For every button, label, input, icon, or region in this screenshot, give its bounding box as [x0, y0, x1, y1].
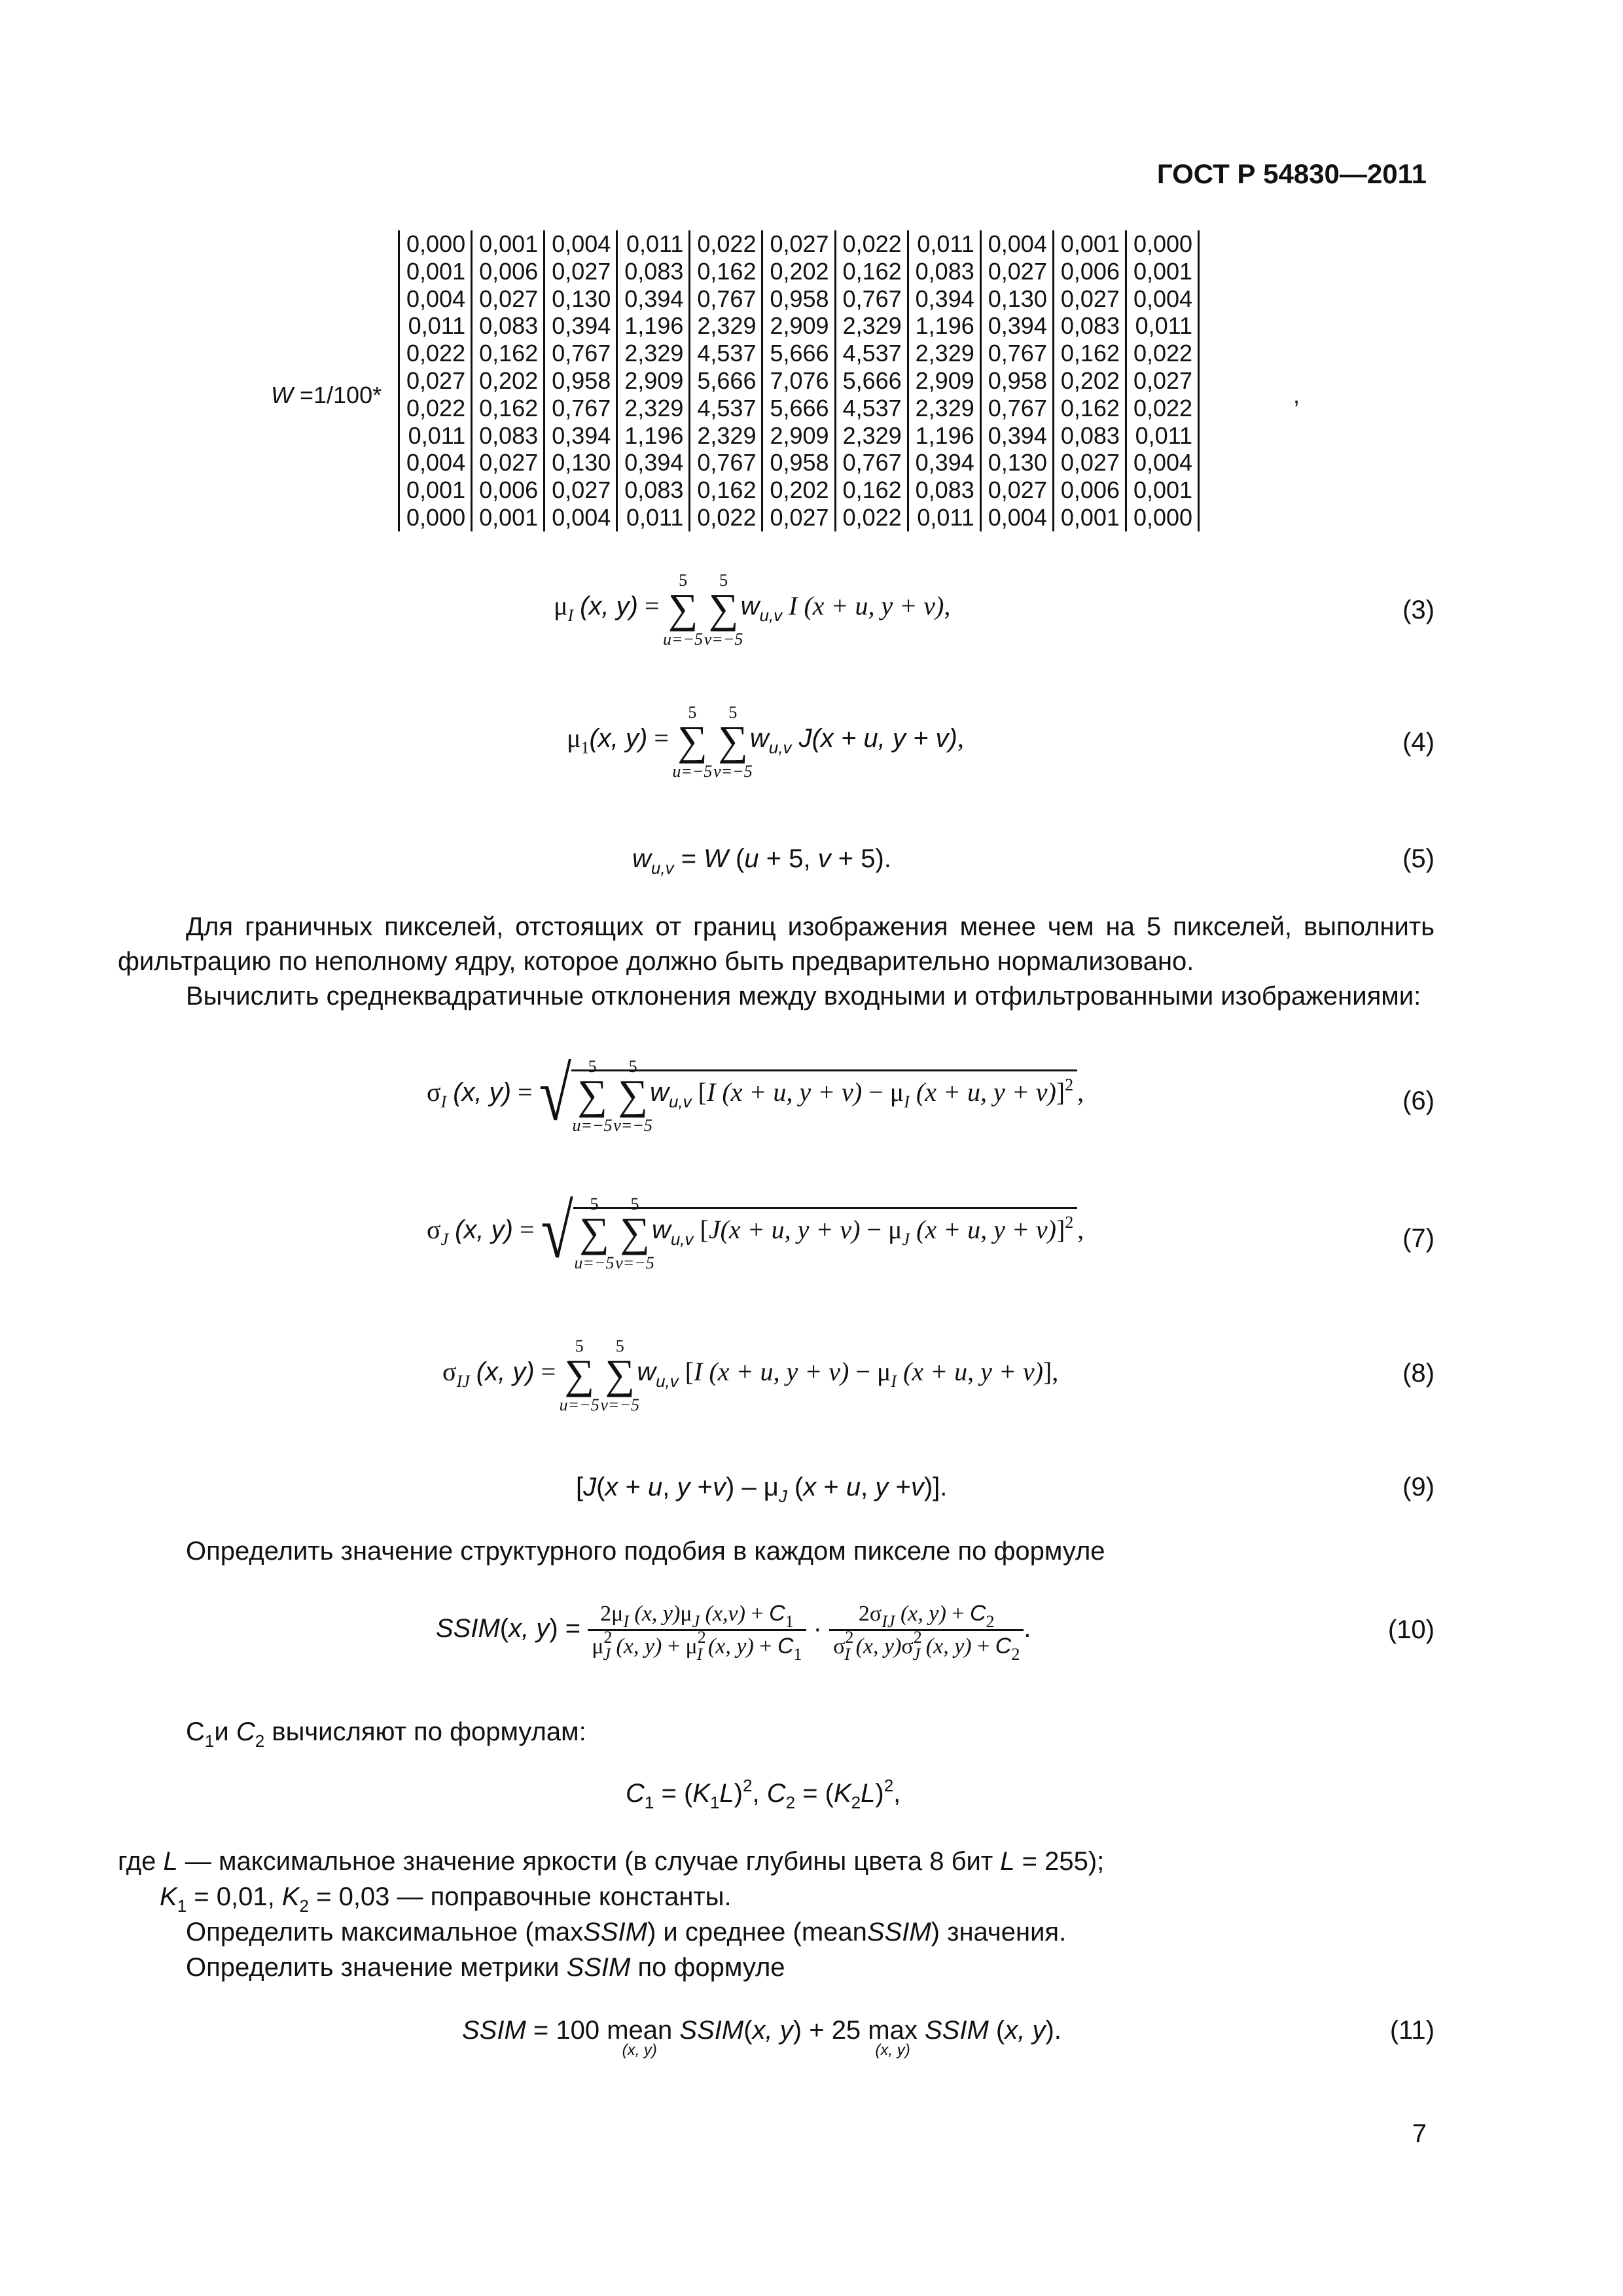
- paragraph-boundary-pixels: Для граничных пикселей, отстоящих от границ изображения менее чем на 5 пикселей, выполнить фильтрацию по неполному ядру, которое должно быть предварительно нормализовано.: [118, 912, 1435, 976]
- matrix-cell: 0,027: [552, 476, 611, 504]
- matrix-cell: 0,027: [770, 503, 829, 531]
- matrix-cell: 0,958: [770, 285, 829, 312]
- matrix-cell: 0,162: [697, 476, 757, 504]
- matrix-cell: 0,162: [697, 257, 757, 285]
- matrix-cell: 0,027: [479, 285, 539, 312]
- matrix-cell: 0,027: [1133, 367, 1193, 394]
- matrix-column: [1125, 230, 1200, 531]
- matrix-column: [688, 230, 761, 531]
- matrix-label: W =1/100*: [271, 382, 382, 408]
- matrix-cell: 0,162: [1060, 394, 1120, 422]
- equation-number-9: (9): [1402, 1473, 1435, 1501]
- matrix-cell: 0,004: [1133, 285, 1193, 312]
- matrix-cell: 4,537: [697, 340, 757, 367]
- matrix-cell: 1,196: [624, 422, 684, 449]
- matrix-cell: 0,083: [624, 257, 684, 285]
- formula-c1-c2: $C_1 = (K_1L)^2$, $C_2 = (K_2L)^2$,: [626, 1776, 901, 1812]
- matrix-cell: 1,196: [624, 312, 684, 340]
- matrix-cell: 0,027: [988, 257, 1047, 285]
- matrix-cell: 0,130: [988, 285, 1047, 312]
- matrix-cell: 0,022: [842, 230, 902, 257]
- matrix-cell: 0,006: [1060, 257, 1120, 285]
- matrix-cell: 0,162: [842, 476, 902, 504]
- matrix-cell: 0,004: [1133, 449, 1193, 476]
- matrix-cell: 0,001: [1133, 476, 1193, 504]
- matrix-cell: 0,027: [552, 257, 611, 285]
- matrix-cell: 0,027: [770, 230, 829, 257]
- matrix-cell: 2,909: [770, 312, 829, 340]
- matrix-cell: 0,394: [915, 285, 974, 312]
- matrix-column: [543, 230, 616, 531]
- matrix-cell: 0,027: [1060, 449, 1120, 476]
- matrix-cell: 0,022: [406, 340, 466, 367]
- formula-ssim-total: SSIM = 100 mean (x, y) SSIM(x, y) + 25 max (x, y) SSIM (x, y).: [462, 2016, 1061, 2059]
- matrix-cell: 2,909: [770, 422, 829, 449]
- equation-number-5: (5): [1402, 844, 1435, 873]
- matrix-cell: 0,022: [1133, 394, 1193, 422]
- matrix-cell: 0,001: [479, 230, 539, 257]
- matrix-cell: 0,083: [1060, 312, 1120, 340]
- matrix-cell: 0,394: [915, 449, 974, 476]
- matrix-cell: 0,001: [1060, 230, 1120, 257]
- matrix-column: [761, 230, 834, 531]
- formula-sigma-i: $\sigma_I$ (x, y) = √ 5 ∑ u=−5 5 ∑ v=−5 $w_{u,v}$ [I (x + u, $y + v) - \mu_I$ (x + u, y + v)]$^2$ ,: [427, 1052, 1084, 1137]
- matrix-cell: 0,000: [406, 503, 466, 531]
- matrix-cell: 0,083: [624, 476, 684, 504]
- matrix-column: [616, 230, 688, 531]
- equation-number-11: (11): [1389, 2016, 1435, 2045]
- matrix-cell: 0,130: [552, 449, 611, 476]
- matrix-cell: 0,767: [988, 394, 1047, 422]
- matrix-cell: 0,130: [552, 285, 611, 312]
- matrix-cell: 0,202: [1060, 367, 1120, 394]
- formula-continuation: [J(x + u, $y +v) - \mu_J$ (x + u, y +v)].: [576, 1473, 948, 1506]
- matrix-cell: 0,004: [552, 230, 611, 257]
- matrix-cell: 0,083: [479, 312, 539, 340]
- matrix-cell: 0,162: [479, 340, 539, 367]
- matrix-cell: 0,767: [988, 340, 1047, 367]
- matrix-cell: 0,083: [915, 257, 974, 285]
- matrix-cell: 0,001: [479, 503, 539, 531]
- matrix-cell: 0,022: [697, 503, 757, 531]
- matrix-cell: 0,006: [479, 257, 539, 285]
- matrix-cell: 0,162: [479, 394, 539, 422]
- matrix-cell: 4,537: [697, 394, 757, 422]
- matrix-cell: 2,329: [624, 394, 684, 422]
- matrix-cell: 4,537: [842, 340, 902, 367]
- matrix-comma: ,: [1293, 382, 1300, 408]
- matrix-cell: 0,767: [842, 285, 902, 312]
- matrix-cell: 0,011: [408, 312, 466, 340]
- weight-matrix: [398, 230, 1200, 531]
- matrix-cell: 0,767: [697, 449, 757, 476]
- matrix-cell: 0,958: [552, 367, 611, 394]
- matrix-cell: 0,027: [1060, 285, 1120, 312]
- equation-number-10: (10): [1387, 1615, 1435, 1644]
- matrix-cell: 2,329: [697, 422, 757, 449]
- matrix-cell: 0,767: [552, 394, 611, 422]
- matrix-cell: 0,394: [552, 422, 611, 449]
- matrix-cell: 5,666: [697, 367, 757, 394]
- matrix-cell: 0,004: [552, 503, 611, 531]
- matrix-cell: 0,004: [988, 503, 1047, 531]
- matrix-cell: 5,666: [770, 394, 829, 422]
- matrix-cell: 0,767: [552, 340, 611, 367]
- matrix-cell: 0,027: [479, 449, 539, 476]
- equation-number-7: (7): [1402, 1224, 1435, 1253]
- matrix-cell: 0,011: [626, 230, 684, 257]
- formula-mu-1: $\mu_1(x$, y) = 5 ∑ u=−5 5 ∑ v=−5 $w_{u,v}$ J(x + u, y + v),: [567, 703, 964, 781]
- matrix-cell: 0,394: [552, 312, 611, 340]
- matrix-cell: 0,001: [406, 257, 466, 285]
- matrix-cell: 0,767: [842, 449, 902, 476]
- matrix-column: [1052, 230, 1125, 531]
- matrix-cell: 0,958: [770, 449, 829, 476]
- matrix-cell: 4,537: [842, 394, 902, 422]
- matrix-cell: 5,666: [770, 340, 829, 367]
- matrix-cell: 0,022: [406, 394, 466, 422]
- matrix-column: [980, 230, 1052, 531]
- equation-number-8: (8): [1402, 1359, 1435, 1388]
- matrix-cell: 1,196: [915, 422, 974, 449]
- paragraph-l-definition: где L — максимальное значение яркости (в случае глубины цвета 8 бит L = 255);: [118, 1847, 1105, 1876]
- matrix-cell: 0,162: [842, 257, 902, 285]
- matrix-cell: 0,083: [1060, 422, 1120, 449]
- paragraph-k-constants: $K_1 = 0,01$, $K_2 = 0,03$ — поправочные константы.: [160, 1882, 732, 1916]
- matrix-cell: 0,394: [624, 449, 684, 476]
- matrix-cell: 0,202: [770, 257, 829, 285]
- matrix-column: [907, 230, 980, 531]
- matrix-cell: 0,011: [917, 230, 974, 257]
- matrix-cell: 0,394: [988, 422, 1047, 449]
- matrix-cell: 2,329: [624, 340, 684, 367]
- matrix-cell: 2,909: [624, 367, 684, 394]
- formula-sigma-ij: $\sigma_{IJ}$ (x, y) = 5 ∑ u=−5 5 ∑ v=−5 $w_{u,v}$ [I (x + u, $y + v) - \mu_I$ (x + u, y + v)],: [442, 1336, 1059, 1414]
- matrix-cell: 2,909: [915, 367, 974, 394]
- matrix-cell: 0,006: [1060, 476, 1120, 504]
- matrix-cell: 0,011: [408, 422, 466, 449]
- matrix-cell: 0,004: [988, 230, 1047, 257]
- equation-number-4: (4): [1402, 728, 1435, 757]
- matrix-cell: 0,083: [915, 476, 974, 504]
- matrix-cell: 0,022: [1133, 340, 1193, 367]
- matrix-cell: 2,329: [915, 394, 974, 422]
- paragraph-ssim-metric: Определить значение метрики SSIM по формуле: [186, 1953, 785, 1982]
- matrix-cell: 0,011: [626, 503, 684, 531]
- formula-w-uv: $w_{u,v} = W$ (u + 5, v + 5).: [632, 844, 891, 878]
- matrix-cell: 0,004: [406, 449, 466, 476]
- matrix-column: [834, 230, 907, 531]
- formula-ssim-pixel: SSIM(x, y) = $\frac{2\mu_I (x, y)\mu_J (x,v) + C_1}{\mu^2_J (x, y) + \mu^2_I (x, y) + C_1}$ · $\frac{2\sigma_{IJ} (x, y) + C_2}{\sigma^2_I (x, y)\sigma^2_J (x, y) + C_2}$ .: [436, 1601, 1031, 1664]
- matrix-cell: 0,001: [406, 476, 466, 504]
- paragraph-std-deviation: Вычислить среднеквадратичные отклонения между входными и отфильтрованными изображениями:: [186, 982, 1421, 1011]
- matrix-cell: 0,202: [770, 476, 829, 504]
- matrix-cell: 0,162: [1060, 340, 1120, 367]
- paragraph-ssim-per-pixel: Определить значение структурного подобия в каждом пикселе по формуле: [186, 1537, 1105, 1566]
- matrix-cell: 2,329: [842, 422, 902, 449]
- matrix-column: [471, 230, 543, 531]
- matrix-cell: 0,130: [988, 449, 1047, 476]
- formula-mu-i: $\mu_I$ (x, y) = 5 ∑ u=−5 5 ∑ v=−5 $w_{u,v}$ I (x + u, y + v),: [554, 571, 951, 649]
- matrix-cell: 1,196: [915, 312, 974, 340]
- matrix-cell: 2,329: [915, 340, 974, 367]
- matrix-cell: 0,004: [406, 285, 466, 312]
- matrix-cell: 0,011: [1135, 312, 1193, 340]
- matrix-cell: 0,027: [988, 476, 1047, 504]
- equation-number-6: (6): [1402, 1086, 1435, 1115]
- matrix-cell: 0,202: [479, 367, 539, 394]
- matrix-cell: 0,958: [988, 367, 1047, 394]
- matrix-cell: 0,767: [697, 285, 757, 312]
- matrix-cell: 0,394: [624, 285, 684, 312]
- matrix-cell: 0,011: [917, 503, 974, 531]
- paragraph-max-mean: Определить максимальное (maxSSIM) и среднее (meanSSIM) значения.: [186, 1918, 1067, 1946]
- matrix-cell: 0,001: [1133, 257, 1193, 285]
- matrix-cell: 0,022: [842, 503, 902, 531]
- matrix-cell: 0,006: [479, 476, 539, 504]
- matrix-cell: 0,000: [1133, 503, 1193, 531]
- matrix-cell: 0,011: [1135, 422, 1193, 449]
- matrix-cell: 2,329: [842, 312, 902, 340]
- matrix-cell: 7,076: [770, 367, 829, 394]
- equation-number-3: (3): [1402, 596, 1435, 624]
- page-number: 7: [1412, 2119, 1427, 2148]
- paragraph-c1-c2: $C_1и$ $C_2$ вычисляют по формулам:: [186, 1717, 586, 1751]
- matrix-cell: 0,000: [1133, 230, 1193, 257]
- matrix-cell: 0,000: [406, 230, 466, 257]
- matrix-cell: 0,394: [988, 312, 1047, 340]
- matrix-cell: 0,022: [697, 230, 757, 257]
- matrix-cell: 5,666: [842, 367, 902, 394]
- matrix-cell: 0,001: [1060, 503, 1120, 531]
- matrix-cell: 2,329: [697, 312, 757, 340]
- matrix-column: [398, 230, 471, 531]
- document-id: ГОСТ Р 54830—2011: [1156, 158, 1427, 189]
- formula-sigma-j: $\sigma_J$ (x, y) = √ 5 ∑ u=−5 5 ∑ v=−5 $w_{u,v}$ [J(x + u, $y + v) - \mu_J$ (x + u, y + v)]$^2$ ,: [427, 1190, 1084, 1274]
- matrix-cell: 0,083: [479, 422, 539, 449]
- matrix-cell: 0,027: [406, 367, 466, 394]
